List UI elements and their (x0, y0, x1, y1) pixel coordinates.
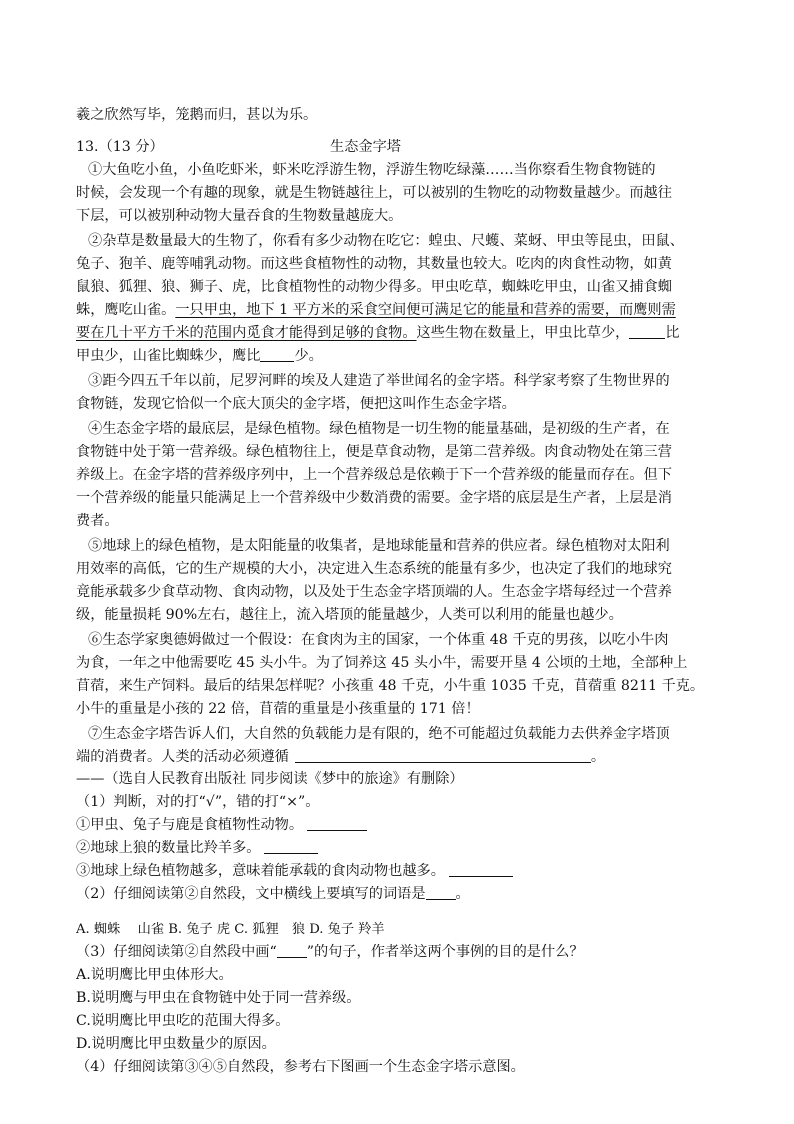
answer-blank[interactable] (449, 861, 513, 877)
underlined-sentence: 一只甲虫，地下 1 平方米的采食空间便可满足它的能量和营养的需要，而鹰则需 (175, 302, 676, 318)
answer-blank[interactable] (264, 838, 318, 854)
text-span: 。 (590, 749, 606, 765)
fill-blank[interactable] (295, 747, 591, 763)
source-note: ——（选自人民教育出版社 同步阅读《梦中的旅途》有删除） (76, 771, 464, 787)
fill-blank[interactable] (260, 346, 294, 362)
paragraph-2-line (76, 345, 721, 368)
paragraph-2-line (76, 299, 721, 322)
underlined-sentence: 要在几十平方千米的范围内觅食才能得到足够的食物。 (76, 325, 417, 341)
question-3-prompt (76, 941, 721, 964)
text-line: 羲之欣然写毕，笼鹅而归，甚以为乐。 (76, 107, 318, 123)
question-2-prompt (76, 883, 721, 906)
paragraph-4-line: 一个营养级的能量只能满足上一个营养级中少数消费的需要。金字塔的底层是生产者，上层是消 (76, 490, 672, 506)
paragraph-4-line: 养级上。在金字塔的营养级序列中，上一个营养级总是依赖于下一个营养级的能量而存在。但下 (76, 467, 672, 483)
option-a[interactable]: A.说明鹰比甲虫体形大。 (76, 967, 233, 983)
answer-blank[interactable] (307, 815, 367, 831)
answer-blank[interactable] (426, 884, 456, 900)
text-span: 蛛，鹰吃山雀。 (76, 302, 176, 318)
text-span: 这些生物在数量上，甲虫比草少， (416, 325, 630, 341)
paragraph-7-line (76, 746, 721, 769)
option-c[interactable]: C.说明鹰比甲虫吃的范围大得多。 (76, 1013, 290, 1029)
paragraph-6-line: 为食，一年之中他需要吃 45 头小牛。为了饲养这 45 头小牛，需要开垦 4 公顷的土地，全部种上 (76, 655, 688, 671)
prompt-text: （2）仔细阅读第②自然段，文中横线上要填写的词语是 (76, 886, 426, 902)
paragraph-4-line: ④生态金字塔的最底层，是绿色植物。绿色植物是一切生物的能量基础，是初级的生产者，在 (88, 421, 670, 437)
paragraph-3-line: ③距今四五千年以前，尼罗河畔的埃及人建造了举世闻名的金字塔。科学家考察了生物世界的 (88, 373, 670, 389)
question-1-item (76, 837, 721, 860)
option-b[interactable]: B.说明鹰与甲虫在食物链中处于同一营养级。 (76, 990, 361, 1006)
question-1-prompt: （1）判断，对的打“√”，错的打“×”。 (76, 794, 320, 810)
question-number: 13.（13 分） (76, 139, 164, 155)
paragraph-6-line: 小牛的重量是小孩的 22 倍，苜蓿的重量是小孩重量的 171 倍！ (76, 701, 480, 717)
statement-text: ①甲虫、兔子与鹿是食植物性动物。 (76, 817, 304, 833)
paragraph-5-line: 级，能量损耗 90%左右，越往上，流入塔顶的能量越少，人类可以利用的能量也越少。 (76, 607, 623, 623)
paragraph-7-line: ⑦生态金字塔告诉人们，大自然的负载能力是有限的，绝不可能超过负载能力去供养金字塔顶 (88, 726, 670, 742)
paragraph-2-line: ②杂草是数量最大的生物了，你看有多少动物在吃它：蝗虫、尺蠖、菜蚜、甲虫等昆虫，田鼠、 (88, 233, 684, 249)
question-1-item (76, 860, 721, 883)
paragraph-3-line: 食物链，发现它恰似一个底大顶尖的金字塔，便把这叫作生态金字塔。 (76, 396, 516, 412)
underline-marker (277, 942, 307, 958)
prompt-text: （3）仔细阅读第②自然段中画“ (76, 944, 277, 960)
paragraph-2-line: 兔子、狍羊、鹿等哺乳动物。而这些食植物性的动物，其数量也较大。吃肉的肉食性动物，如黄 (76, 256, 672, 272)
text-span: 端的消费者。人类的活动必须遵循 (76, 749, 289, 765)
fill-blank[interactable] (629, 323, 665, 339)
paragraph-1-line: 下层，可以被别种动物大量吞食的生物数量越庞大。 (76, 208, 403, 224)
paragraph-6-line: 苜蓿，来生产饲料。最后的结果怎样呢？小孩重 48 千克，小牛重 1035 千克，苜蓿重 8211 千克。 (76, 678, 705, 694)
text-span: 少。 (294, 348, 323, 364)
paragraph-4-line: 费者。 (76, 513, 119, 529)
paragraph-5-line: ⑤地球上的绿色植物，是太阳能量的收集者，是地球能量和营养的供应者。绿色植物对太阳利 (88, 538, 670, 554)
question-2-options: A. 蜘蛛 山雀 B. 兔子 虎 C. 狐狸 狼 D. 兔子 羚羊 (76, 922, 385, 937)
question-4-prompt: （4）仔细阅读第③④⑤自然段，参考右下图画一个生态金字塔示意图。 (76, 1059, 525, 1075)
paragraph-1-line: ①大鱼吃小鱼，小鱼吃虾米，虾米吃浮游生物，浮游生物吃绿藻……当你察看生物食物链的 (88, 162, 656, 178)
paragraph-4-line: 食物链中处于第一营养级。绿色植物往上，便是草食动物，是第二营养级。肉食动物处在第三营 (76, 444, 672, 460)
option-d[interactable]: D.说明鹰比甲虫数量少的原因。 (76, 1036, 276, 1052)
paragraph-5-line: 竟能承载多少食草动物、食肉动物，以及处于生态金字塔顶端的人。生态金字塔每经过一个营养 (76, 584, 672, 600)
paragraph-1-line: 时候，会发现一个有趣的现象，就是生物链越往上，可以被别的生物吃的动物数量越少。而越往 (76, 185, 672, 201)
passage-title: 生态金字塔 (330, 139, 401, 155)
question-1-item (76, 814, 721, 837)
prompt-text: ”的句子，作者举这两个事例的目的是什么？ (306, 944, 584, 960)
text-span: 。 (455, 886, 470, 902)
statement-text: ②地球上狼的数量比羚羊多。 (76, 840, 261, 856)
paragraph-2-line: 鼠狼、狐狸、狼、狮子、虎，比食植物性的动物少得多。甲虫吃草，蜘蛛吃甲虫，山雀又捕食蜘 (76, 279, 672, 295)
text-span: 甲虫少，山雀比蜘蛛少，鹰比 (76, 348, 261, 364)
paragraph-6-line: ⑥生态学家奥德姆做过一个假设：在食肉为主的国家，一个体重 48 千克的男孩，以吃小牛肉 (88, 632, 669, 648)
paragraph-2-line (76, 322, 721, 345)
statement-text: ③地球上绿色植物越多，意味着能承载的食肉动物也越多。 (76, 863, 445, 879)
paragraph-5-line: 用效率的高低，它的生产规模的大小，决定进入生态系统的能量有多少，也决定了我们的地球究 (76, 561, 672, 577)
text-span: 比 (665, 325, 680, 341)
